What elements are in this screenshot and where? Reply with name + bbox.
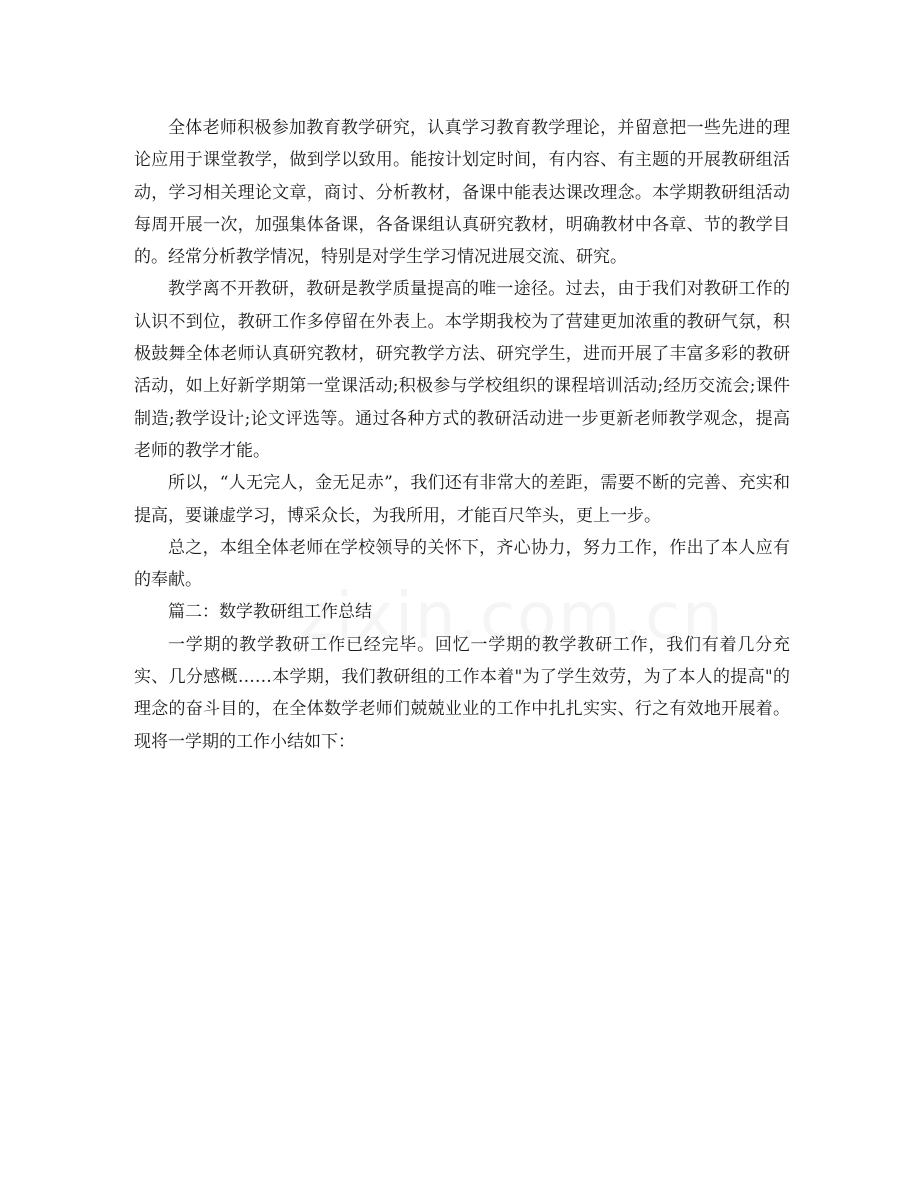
paragraph-2: 教学离不开教研，教研是教学质量提高的唯一途径。过去，由于我们对教研工作的认识不到位，教研工作多停留在外表上。本学期我校为了营建更加浓重的教研气氛，积极鼓舞全体老师认真研究教材，研究教学方法、研究学生，进而开展了丰富多彩的教研活动，如上好新学期第一堂课活动;积极参与学校组织的课程培训活动;经历交流会;课件制造;教学设计;论文评选等。通过各种方式的教研活动进一步更新老师教学观念，提高老师的教学才能。 xyxy=(134,279,790,461)
document-body xyxy=(134,112,790,758)
section-paragraph-1: 一学期的教学教研工作已经完毕。回忆一学期的教学教研工作，我们有着几分充实、几分感概……本学期，我们教研组的工作本着"为了学生效劳，为了本人的提高"的理念的奋斗目的，在全体数学老师们兢兢业业的工作中扎扎实实、行之有效地开展着。现将一学期的工作小结如下： xyxy=(134,634,790,752)
paragraph-4: 总之，本组全体老师在学校领导的关怀下，齐心协力，努力工作，作出了本人应有的奉献。 xyxy=(134,537,790,591)
paragraph-1: 全体老师积极参加教育教学研究，认真学习教育教学理论，并留意把一些先进的理论应用于课堂教学，做到学以致用。能按计划定时间，有内容、有主题的开展教研组活动，学习相关理论文章，商讨、分析教材，备课中能表达课改理念。本学期教研组活动每周开展一次，加强集体备课，各备课组认真研究教材，明确教材中各章、节的教学目的。经常分析教学情况，特别是对学生学习情况进展交流、研究。 xyxy=(134,118,790,268)
section-heading: 篇二：数学教研组工作总结 xyxy=(168,602,372,623)
paragraph-3: 所以，“人无完人，金无足赤”，我们还有非常大的差距，需要不断的完善、充实和提高，要谦虚学习，博采众长，为我所用，才能百尺竿头，更上一步。 xyxy=(134,473,790,526)
